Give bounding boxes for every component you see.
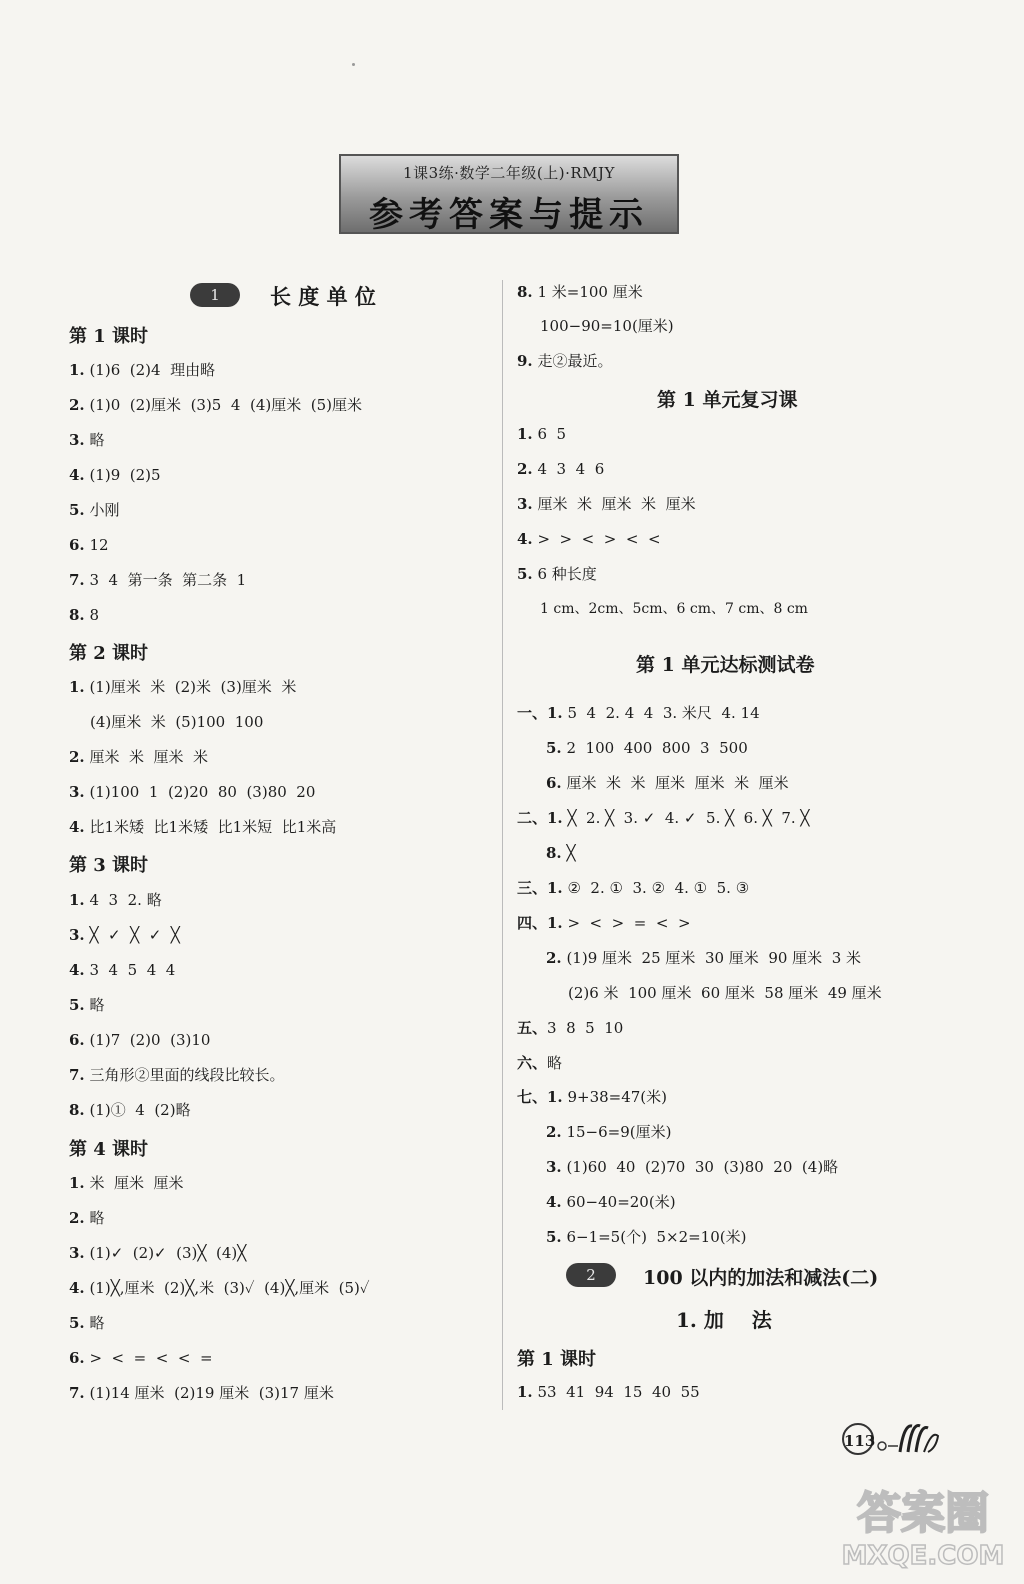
answer-line: 3. 略 [69,431,105,449]
lesson-4-heading: 第 4 课时 [69,1139,149,1160]
lesson-1-heading: 第 1 课时 [69,326,149,347]
unit-1-title: 长 度 单 位 [270,284,376,309]
answer-line: 8. ╳ [546,844,576,862]
answer-line: 2. 4 3 4 6 [517,460,605,478]
answer-line: 5. 略 [69,996,105,1014]
answer-line: 2. (1)0 (2)厘米 (3)5 4 (4)厘米 (5)厘米 [69,396,363,414]
answer-line: 1. 53 41 94 15 40 55 [517,1383,700,1401]
answer-line: 2. (1)9 厘米 25 厘米 30 厘米 90 厘米 3 米 [546,949,862,967]
answer-line: 3. ╳ ✓ ╳ ✓ ╳ [69,926,180,944]
answer-line: 8. (1)① 4 (2)略 [69,1101,191,1119]
answer-line: 二、1. ╳ 2. ╳ 3. ✓ 4. ✓ 5. ╳ 6. ╳ 7. ╳ [517,809,810,827]
answer-line: 4. (1)╳,厘米 (2)╳,米 (3)✓ (4)╳,厘米 (5)✓ [69,1279,370,1297]
review-heading: 第 1 单元复习课 [657,389,798,411]
answer-line: 8. 1 米=100 厘米 [517,283,643,301]
answer-line: 一、1. 5 4 2. 4 4 3. 米尺 4. 14 [517,704,760,722]
header-subtitle: 1课3练·数学二年级(上)·RMJY [403,164,615,182]
unit-2-subsection: 1. 加 法 [676,1308,772,1332]
page-decoration-icon [876,1418,946,1458]
answer-line: 8. 8 [69,606,99,624]
answer-line: 3. 厘米 米 厘米 米 厘米 [517,495,696,513]
answer-line: 6. 厘米 米 米 厘米 厘米 米 厘米 [546,774,789,792]
unit-2-lesson-1-heading: 第 1 课时 [517,1349,597,1370]
answer-line: 6. (1)7 (2)0 (3)10 [69,1031,211,1049]
unit-2-badge: 2 [566,1263,616,1287]
answer-line: 4. > > < > < < [517,530,661,548]
scan-speck [352,63,355,66]
answer-line: 4. 60−40=20(米) [546,1193,676,1211]
answer-line: 三、1. ② 2. ① 3. ② 4. ① 5. ③ [517,879,750,897]
answer-line: 5. 略 [69,1314,105,1332]
watermark-logo [838,1474,1008,1574]
answer-line: 四、1. > < > = < > [517,914,691,932]
answer-line: 7. 3 4 第一条 第二条 1 [69,571,247,589]
answer-line: 5. 小刚 [69,501,120,519]
answer-line: 4. 3 4 5 4 4 [69,961,176,979]
test-heading: 第 1 单元达标测试卷 [636,654,815,676]
svg-text:MXQE.COM: MXQE.COM [841,1541,1005,1571]
answer-line: 七、1. 9+38=47(米) [517,1088,668,1106]
answer-line: (4)厘米 米 (5)100 100 [90,713,264,731]
answer-line: 2. 厘米 米 厘米 米 [69,748,209,766]
lesson-3-heading: 第 3 课时 [69,855,149,876]
answer-line: 3. (1)60 40 (2)70 30 (3)80 20 (4)略 [546,1158,839,1176]
answer-line: (2)6 米 100 厘米 60 厘米 58 厘米 49 厘米 [568,984,882,1002]
answer-line: 5. 6 种长度 [517,565,597,583]
answer-line: 6. > < = < < = [69,1349,213,1367]
answer-line: 1. 4 3 2. 略 [69,891,162,909]
answer-line: 1 cm、2cm、5cm、6 cm、7 cm、8 cm [540,601,808,617]
unit-1-badge: 1 [190,283,240,307]
answer-line: 7. (1)14 厘米 (2)19 厘米 (3)17 厘米 [69,1384,334,1402]
answer-line: 1. 6 5 [517,425,567,443]
answer-line: 5. 6−1=5(个) 5×2=10(米) [546,1228,747,1246]
answer-line: 9. 走②最近。 [517,352,613,370]
answer-line: 4. (1)9 (2)5 [69,466,161,484]
page-number: 113 [842,1423,874,1455]
answer-line: 1. (1)厘米 米 (2)米 (3)厘米 米 [69,678,297,696]
answer-line: 2. 略 [69,1209,105,1227]
lesson-2-heading: 第 2 课时 [69,643,149,664]
header-title: 参考答案与提示 [369,195,649,235]
answer-line: 5. 2 100 400 800 3 500 [546,739,748,757]
unit-2-title: 100 以内的加法和减法(二) [643,1267,879,1289]
answer-line: 100−90=10(厘米) [540,317,674,335]
answer-line: 7. 三角形②里面的线段比较长。 [69,1066,285,1084]
column-divider [502,280,503,1410]
answer-line: 1. (1)6 (2)4 理由略 [69,361,216,379]
answer-line: 2. 15−6=9(厘米) [546,1123,672,1141]
svg-text:答案圈: 答案圈 [857,1488,989,1539]
page-header [339,154,679,234]
answer-line: 五、3 8 5 10 [517,1019,624,1037]
answer-line: 六、略 [517,1054,563,1072]
answer-line: 3. (1)✓ (2)✓ (3)╳ (4)╳ [69,1244,247,1262]
answer-line: 3. (1)100 1 (2)20 80 (3)80 20 [69,783,316,801]
answer-line: 6. 12 [69,536,109,554]
answer-line: 4. 比1米矮 比1米矮 比1米短 比1米高 [69,818,337,836]
answer-line: 1. 米 厘米 厘米 [69,1174,184,1192]
